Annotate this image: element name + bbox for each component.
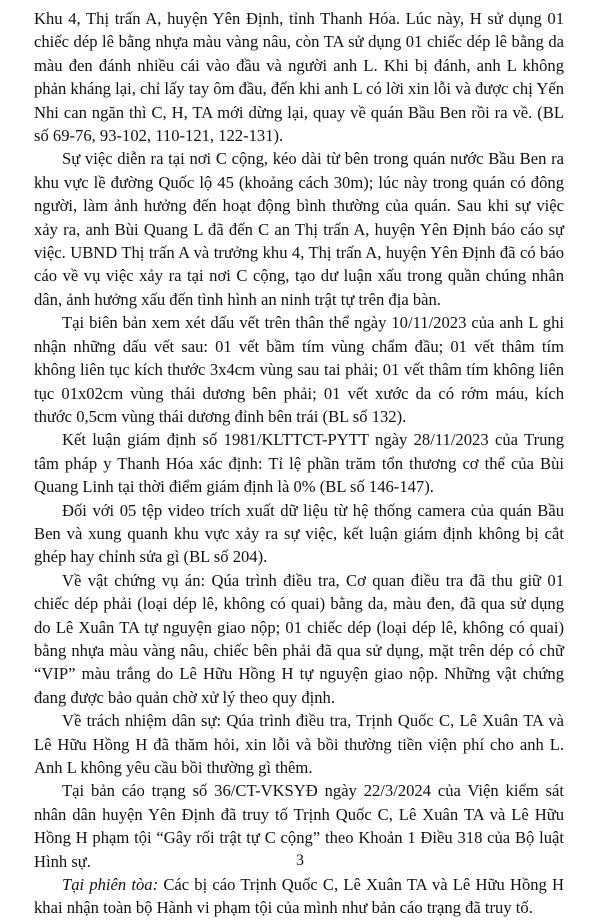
paragraph-indictment: Tại bản cáo trạng số 36/CT-VKSYĐ ngày 22/3/2024 của Viện kiểm sát nhân dân huyện Yên Định đã truy tố Trịnh Quốc C, Lê Xuân TA và Lê Hữu Hồng H phạm tội “Gây rối trật tự C cộng” theo Khoản 1 Điều 318 của Bộ luật Hình sự. xyxy=(34,781,564,871)
paragraph-injury-examination: Tại biên bản xem xét dấu vết trên thân thể ngày 10/11/2023 của anh L ghi nhận những dấu vết sau: 01 vết bầm tím vùng chẩm đầu; 01 vết thâm tím không liên tục kích thước 3x4cm vùng sau tai phải; 01 vết thâm tím không liên tục 01x02cm vùng thái dương bên phải; 01 vết xước da có rớm máu, kích thước 0,5cm vùng thái dương đỉnh bên trái (BL số 132). xyxy=(34,313,564,426)
paragraph-physical-evidence: Về vật chứng vụ án: Qúa trình điều tra, Cơ quan điều tra đã thu giữ 01 chiếc dép phải (loại dép lê, không có quai) bằng da, màu đen, đã qua sử dụng do Lê Xuân TA tự nguyện giao nộp; 01 chiếc dép (loại dép lê, không có quai) bằng nhựa màu vàng nâu, chiếc bên phải đã qua sử dụng, mặt trên dép có chữ “VIP” màu trắng do Lê Hữu Hồng H tự nguyện giao nộp. Những vật chứng đang được bảo quản chờ xử lý theo quy định. xyxy=(34,570,564,707)
at-trial-text: Các bị cáo Trịnh Quốc C, Lê Xuân TA và Lê Hữu Hồng H khai nhận toàn bộ Hành vi phạm tội của mình như bản cáo trạng đã truy tố. xyxy=(34,875,565,918)
page-number: 3 xyxy=(296,852,304,869)
paragraph-video-evidence: Đối với 05 tệp video trích xuất dữ liệu từ hệ thống camera của quán Bầu Ben và xung quanh khu vực xảy ra sự việc, kết luận giám định không bị cắt ghép hay chỉnh sửa gì (BL số 204). xyxy=(34,500,564,567)
paragraph-at-trial xyxy=(34,873,564,920)
paragraph-incident-continued: Khu 4, Thị trấn A, huyện Yên Định, tỉnh Thanh Hóa. Lúc này, H sử dụng 01 chiếc dép lê bằng nhựa màu vàng nâu, còn TA sử dụng 01 chiếc dép lê bằng da màu đen đánh nhiều cái vào đầu và người anh L. Khi bị đánh, anh L không phản kháng lại, chỉ lấy tay ôm đầu, đến khi anh L có lời xin lỗi và được chị Yến Nhi can ngăn thì C, H, TA mới dừng lại, quay về quán Bầu Ben rồi ra về. (BL số 69-76, 93-102, 110-121, 122-131). xyxy=(34,9,564,146)
document-body xyxy=(34,7,564,920)
paragraph-public-place: Sự việc diễn ra tại nơi C cộng, kéo dài từ bên trong quán nước Bầu Ben ra khu vực lề đường Quốc lộ 45 (khoảng cách 30m); lúc này trong quán có đông người, làm ảnh hưởng đến hoạt động bình thường của quán. Sau khi sự việc xảy ra, anh Bùi Quang L đã đến C an Thị trấn A, huyện Yên Định báo cáo sự việc. UBND Thị trấn A và trưởng khu 4, Thị trấn A, huyện Yên Định đã có báo cáo về vụ việc xảy ra tại nơi C cộng, tạo dư luận xấu trong quần chúng nhân dân, ảnh hưởng xấu đến tình hình an ninh trật tự trên địa bàn. xyxy=(34,149,564,309)
paragraph-forensic-conclusion: Kết luận giám định số 1981/KLTTCT-PYTT ngày 28/11/2023 của Trung tâm pháp y Thanh Hóa xác định: Tỉ lệ phần trăm tổn thương cơ thể của Bùi Quang Linh tại thời điểm giám định là 0% (BL số 146-147). xyxy=(34,430,564,497)
paragraph-civil-liability: Về trách nhiệm dân sự: Qúa trình điều tra, Trịnh Quốc C, Lê Xuân TA và Lê Hữu Hồng H đã thăm hỏi, xin lỗi và bồi thường tiền viện phí cho anh L. Anh L không yêu cầu bồi thường gì thêm. xyxy=(34,711,564,777)
at-trial-label: Tại phiên tòa: xyxy=(62,875,159,895)
